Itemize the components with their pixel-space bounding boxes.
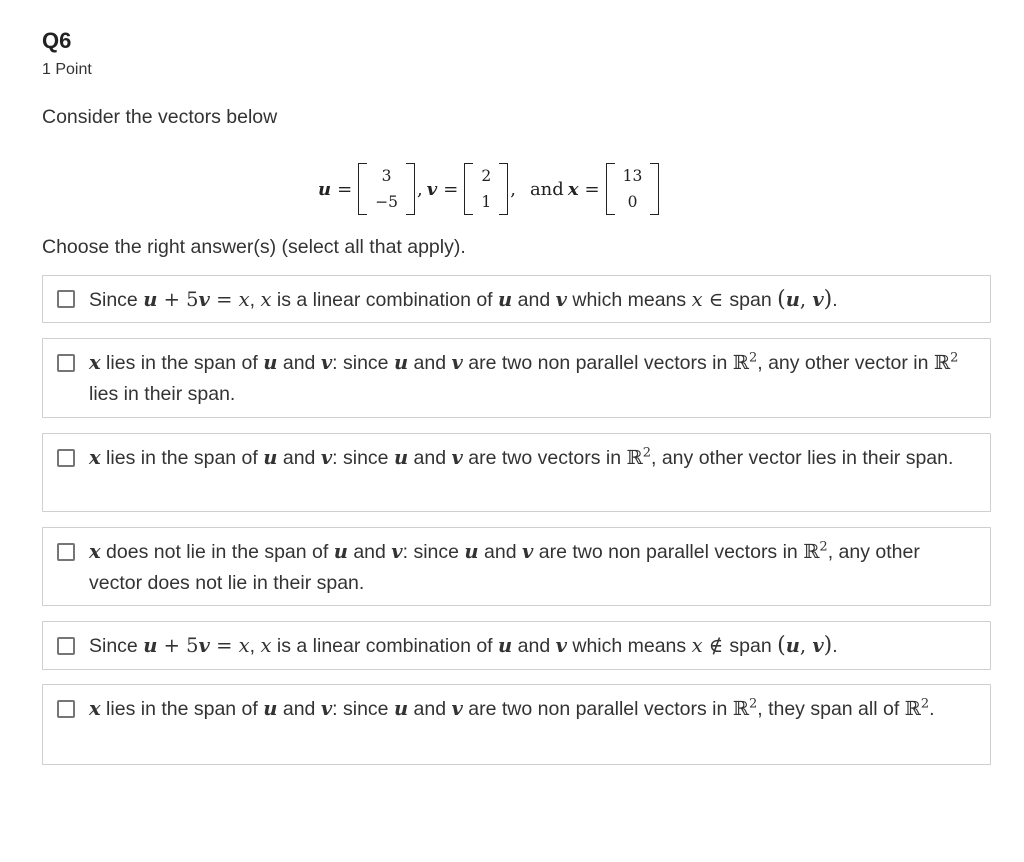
question-prompt: Consider the vectors below <box>42 106 278 128</box>
math-real-set: ℝ <box>803 540 820 563</box>
math-real-set: ℝ <box>732 351 749 374</box>
left-bracket <box>464 163 473 215</box>
u-entry-1: 3 <box>381 167 392 185</box>
text-run: and <box>408 352 452 374</box>
math-vector: u <box>263 446 278 469</box>
option-text <box>89 347 970 410</box>
u-symbol: u <box>318 178 332 200</box>
left-bracket <box>358 163 367 215</box>
text-run: and <box>277 447 321 469</box>
math-real-set: ℝ <box>732 697 749 720</box>
text-run: : since <box>332 447 394 469</box>
option-text <box>89 693 970 725</box>
u-entry-2: −5 <box>375 193 399 211</box>
comma: , <box>510 178 516 200</box>
text-run: , <box>249 635 261 657</box>
x-entry-1: 13 <box>622 167 643 185</box>
option-text <box>89 536 970 599</box>
and-word: and <box>529 178 564 200</box>
equals-sign: = <box>584 178 600 200</box>
math-vector: u <box>464 540 479 563</box>
math-vector: v <box>320 697 333 720</box>
math-real-set: ℝ <box>626 446 643 469</box>
text-run: lies in the span of <box>100 447 264 469</box>
checkbox[interactable] <box>57 700 75 718</box>
checkbox[interactable] <box>57 449 75 467</box>
math-vector: v <box>451 697 463 720</box>
math-vector: v <box>451 446 463 469</box>
text-run: , any other vector in <box>757 352 934 374</box>
text-run: : since <box>332 352 394 374</box>
answer-instruction: Choose the right answer(s) (select all that apply). <box>42 236 466 258</box>
text-run: which means <box>566 635 692 657</box>
math-vector: v <box>391 540 403 563</box>
math-exponent: 2 <box>748 350 758 366</box>
x-symbol: x <box>567 178 579 200</box>
v-symbol: v <box>426 178 438 200</box>
text-run: . <box>832 635 838 657</box>
math-vector: v <box>320 351 333 374</box>
question-points: 1 Point <box>42 61 92 78</box>
text-run: , any other vector lies in their span. <box>651 447 954 469</box>
math-variable: x <box>260 288 272 311</box>
math-vector: v <box>451 351 463 374</box>
text-run: and <box>512 635 556 657</box>
text-run: lies in their span. <box>89 383 236 405</box>
comma: , <box>417 178 423 200</box>
answer-option-5[interactable] <box>42 621 991 670</box>
math-vector: v <box>521 540 534 563</box>
text-run: , any other vector does not lie in their span. <box>89 541 920 594</box>
option-text <box>89 442 970 474</box>
math-variable: x <box>238 634 250 657</box>
math-paren: ( <box>777 633 786 658</box>
math-vector: u <box>393 351 409 374</box>
text-run: Since <box>89 289 144 311</box>
math-vector: v <box>812 288 824 311</box>
math-vector: u <box>143 634 158 657</box>
math-symbol: , <box>799 634 813 657</box>
text-run: is a linear combination of <box>271 289 499 311</box>
math-vector: v <box>320 446 333 469</box>
text-run: are two non parallel vectors in <box>533 541 804 563</box>
answer-option-2[interactable] <box>42 338 991 418</box>
math-vector: u <box>143 288 158 311</box>
math-symbol: , <box>799 288 813 311</box>
math-vector: u <box>263 351 278 374</box>
math-variable: x <box>260 634 272 657</box>
text-run: does not lie in the span of <box>100 541 334 563</box>
answer-option-6[interactable] <box>42 684 991 765</box>
right-bracket <box>499 163 508 215</box>
x-vector <box>606 163 660 215</box>
math-vector: u <box>333 540 348 563</box>
math-vector: x <box>89 540 101 563</box>
text-run: . <box>929 698 935 720</box>
math-symbol: ∉ <box>702 634 730 657</box>
v-entry-2: 1 <box>481 193 492 211</box>
text-run: are two vectors in <box>462 447 627 469</box>
math-exponent: 2 <box>642 445 651 461</box>
text-run: : since <box>332 698 394 720</box>
v-entry-1: 2 <box>481 167 492 185</box>
math-vector: u <box>785 288 800 311</box>
text-run: which means <box>566 289 692 311</box>
equals-sign: = <box>337 178 353 200</box>
text-run: , they span all of <box>757 698 905 720</box>
math-vector: v <box>812 634 824 657</box>
right-bracket <box>650 163 659 215</box>
math-vector: x <box>89 697 101 720</box>
x-entry-2: 0 <box>627 193 638 211</box>
math-real-set: ℝ <box>904 697 921 720</box>
math-symbol: = <box>209 634 239 657</box>
text-run: . <box>832 289 838 311</box>
answer-option-1[interactable] <box>42 275 991 323</box>
text-run: span <box>729 289 778 311</box>
option-text <box>89 630 970 662</box>
text-run: and <box>347 541 392 563</box>
checkbox[interactable] <box>57 290 75 308</box>
math-vector: u <box>393 697 409 720</box>
math-vector: v <box>198 634 210 657</box>
text-run: lies in the span of <box>100 698 264 720</box>
text-run: is a linear combination of <box>271 635 499 657</box>
question-number: Q6 <box>42 28 72 53</box>
math-symbol: + 5 <box>157 634 199 657</box>
text-run: lies in the span of <box>100 352 264 374</box>
math-paren: ) <box>823 287 833 312</box>
math-vector: u <box>785 634 800 657</box>
math-paren: ) <box>823 633 833 658</box>
answer-option-3[interactable] <box>42 433 991 512</box>
math-vector: u <box>393 446 409 469</box>
math-exponent: 2 <box>819 539 828 555</box>
u-vector <box>358 163 415 215</box>
math-exponent: 2 <box>950 350 959 366</box>
math-vector: v <box>198 288 210 311</box>
text-run: span <box>729 635 778 657</box>
math-vector: v <box>555 288 567 311</box>
text-run: are two non parallel vectors in <box>462 352 733 374</box>
math-symbol: + 5 <box>157 288 199 311</box>
math-exponent: 2 <box>748 696 758 712</box>
math-vector: u <box>498 288 513 311</box>
math-symbol: = <box>209 288 239 311</box>
text-run: and <box>408 447 452 469</box>
checkbox[interactable] <box>57 637 75 655</box>
text-run: and <box>408 698 452 720</box>
right-bracket <box>406 163 415 215</box>
math-real-set: ℝ <box>933 351 951 374</box>
text-run: and <box>512 289 556 311</box>
checkbox[interactable] <box>57 354 75 372</box>
math-vector: v <box>555 634 567 657</box>
left-bracket <box>606 163 615 215</box>
checkbox[interactable] <box>57 543 75 561</box>
answer-option-4[interactable] <box>42 527 991 606</box>
v-vector <box>464 163 508 215</box>
text-run: are two non parallel vectors in <box>462 698 733 720</box>
text-run: and <box>277 698 321 720</box>
equals-sign: = <box>443 178 459 200</box>
text-run: Since <box>89 635 144 657</box>
text-run: : since <box>402 541 465 563</box>
math-vector: u <box>498 634 513 657</box>
math-exponent: 2 <box>920 696 930 712</box>
math-vector: u <box>263 697 278 720</box>
text-run: and <box>478 541 522 563</box>
math-variable: x <box>238 288 250 311</box>
math-vector: x <box>89 446 101 469</box>
math-variable: x <box>691 288 703 311</box>
math-variable: x <box>691 634 703 657</box>
math-paren: ( <box>777 287 786 312</box>
text-run: and <box>277 352 321 374</box>
option-text <box>89 284 970 316</box>
text-run: , <box>249 289 261 311</box>
vector-definitions <box>318 160 659 218</box>
math-symbol: ∈ <box>702 288 730 311</box>
math-vector: x <box>89 351 101 374</box>
